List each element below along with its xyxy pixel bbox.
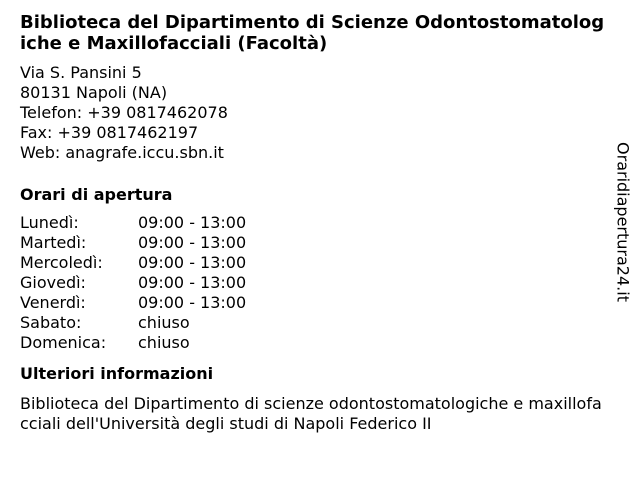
hours-row-monday xyxy=(20,213,610,233)
opening-hours-table xyxy=(20,213,610,353)
time-value: 09:00 - 13:00 xyxy=(138,293,247,312)
street-address: Via S. Pansini 5 xyxy=(20,63,142,82)
hours-row-sunday xyxy=(20,333,610,353)
time-value: 09:00 - 13:00 xyxy=(138,233,247,252)
more-info-heading: Ulteriori informazioni xyxy=(20,364,214,383)
day-label: Martedì: xyxy=(20,233,87,252)
day-label: Mercoledì: xyxy=(20,253,103,272)
day-label: Lunedì: xyxy=(20,213,79,232)
page-title: Biblioteca del Dipartimento di Scienze Odontostomatologiche e Maxillofacciali (Facoltà) xyxy=(20,12,605,54)
hours-row-thursday xyxy=(20,273,610,293)
day-label: Domenica: xyxy=(20,333,107,352)
address-block xyxy=(20,63,610,163)
time-value: 09:00 - 13:00 xyxy=(138,213,247,232)
opening-hours-heading: Orari di apertura xyxy=(20,185,173,204)
time-value: 09:00 - 13:00 xyxy=(138,253,247,272)
hours-row-friday xyxy=(20,293,610,313)
more-info-text: Biblioteca del Dipartimento di scienze odontostomatologiche e maxillofacciali dell'Università degli studi di Napoli Federico II xyxy=(20,394,602,433)
website: Web: anagrafe.iccu.sbn.it xyxy=(20,143,224,162)
time-value: chiuso xyxy=(138,333,190,352)
hours-row-wednesday xyxy=(20,253,610,273)
main-content xyxy=(20,12,610,434)
hours-row-saturday xyxy=(20,313,610,333)
time-value: chiuso xyxy=(138,313,190,332)
brand-watermark: Oraridiapertura24.it xyxy=(613,142,633,302)
phone-number: Telefon: +39 0817462078 xyxy=(20,103,228,122)
day-label: Giovedì: xyxy=(20,273,86,292)
city-address: 80131 Napoli (NA) xyxy=(20,83,168,102)
day-label: Venerdì: xyxy=(20,293,86,312)
hours-row-tuesday xyxy=(20,233,610,253)
time-value: 09:00 - 13:00 xyxy=(138,273,247,292)
day-label: Sabato: xyxy=(20,313,82,332)
fax-number: Fax: +39 0817462197 xyxy=(20,123,199,142)
